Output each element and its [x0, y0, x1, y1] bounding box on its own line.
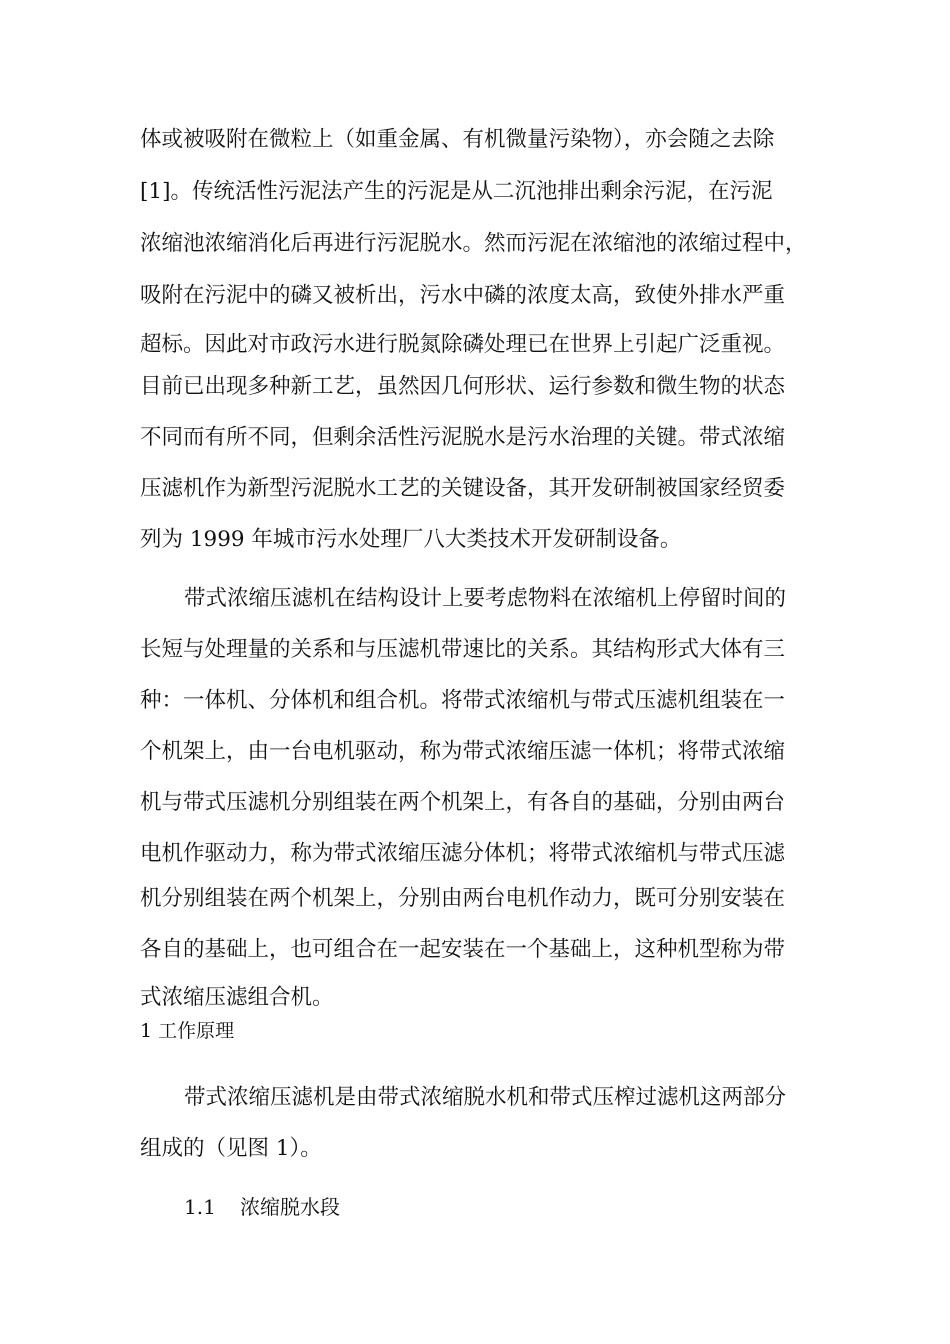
- paragraph1-line: 目前已出现多种新工艺，虽然因几何形状、运行参数和微生物的状态: [140, 374, 786, 399]
- paragraph1-line: 不同而有所不同，但剩余活性污泥脱水是污水治理的关键。带式浓缩: [140, 425, 786, 450]
- paragraph1-line: [1]。传统活性污泥法产生的污泥是从二沉池排出剩余污泥，在污泥: [140, 179, 773, 204]
- paragraph3-line: 带式浓缩压滤机是由带式浓缩脱水机和带式压榨过滤机这两部分: [184, 1085, 787, 1110]
- subsection-heading: [184, 1193, 340, 1221]
- subsection-number: 1.1: [184, 1195, 216, 1219]
- paragraph1-line: 吸附在污泥中的磷又被析出，污水中磷的浓度太高，致使外排水严重: [140, 283, 786, 308]
- paragraph2-line: 长短与处理量的关系和与压滤机带速比的关系。其结构形式大体有三: [140, 637, 786, 662]
- paragraph2-line: 式浓缩压滤组合机。: [140, 985, 334, 1010]
- paragraph3-line: 组成的（见图 1）。: [140, 1136, 322, 1161]
- paragraph1-line: 压滤机作为新型污泥脱水工艺的关键设备，其开发研制被国家经贸委: [140, 476, 786, 501]
- paragraph2-line: 带式浓缩压滤机在结构设计上要考虑物料在浓缩机上停留时间的: [184, 586, 787, 611]
- paragraph2-line: 种：一体机、分体机和组合机。将带式浓缩机与带式压滤机组装在一: [140, 688, 786, 713]
- subsection-title: 浓缩脱水段: [240, 1195, 340, 1219]
- paragraph2-line: 电机作驱动力，称为带式浓缩压滤分体机；将带式浓缩机与带式压滤: [140, 841, 786, 866]
- paragraph1-line: 浓缩池浓缩消化后再进行污泥脱水。然而污泥在浓缩池的浓缩过程中，: [140, 231, 807, 256]
- paragraph1-line: 超标。因此对市政污水进行脱氮除磷处理已在世界上引起广泛重视。: [140, 332, 786, 357]
- paragraph2-line: 机分别组装在两个机架上，分别由两台电机作动力，既可分别安装在: [140, 886, 786, 911]
- section-heading: 1 工作原理: [140, 1020, 235, 1042]
- paragraph1-line: 列为 1999 年城市污水处理厂八大类技术开发研制设备。: [140, 527, 682, 552]
- paragraph2-line: 各自的基础上，也可组合在一起安装在一个基础上，这种机型称为带: [140, 937, 786, 962]
- paragraph2-line: 个机架上，由一台电机驱动，称为带式浓缩压滤一体机；将带式浓缩: [140, 739, 786, 764]
- paragraph1-line: 体或被吸附在微粒上（如重金属、有机微量污染物），亦会随之去除: [140, 127, 775, 152]
- paragraph2-line: 机与带式压滤机分别组装在两个机架上，有各自的基础，分别由两台: [140, 790, 786, 815]
